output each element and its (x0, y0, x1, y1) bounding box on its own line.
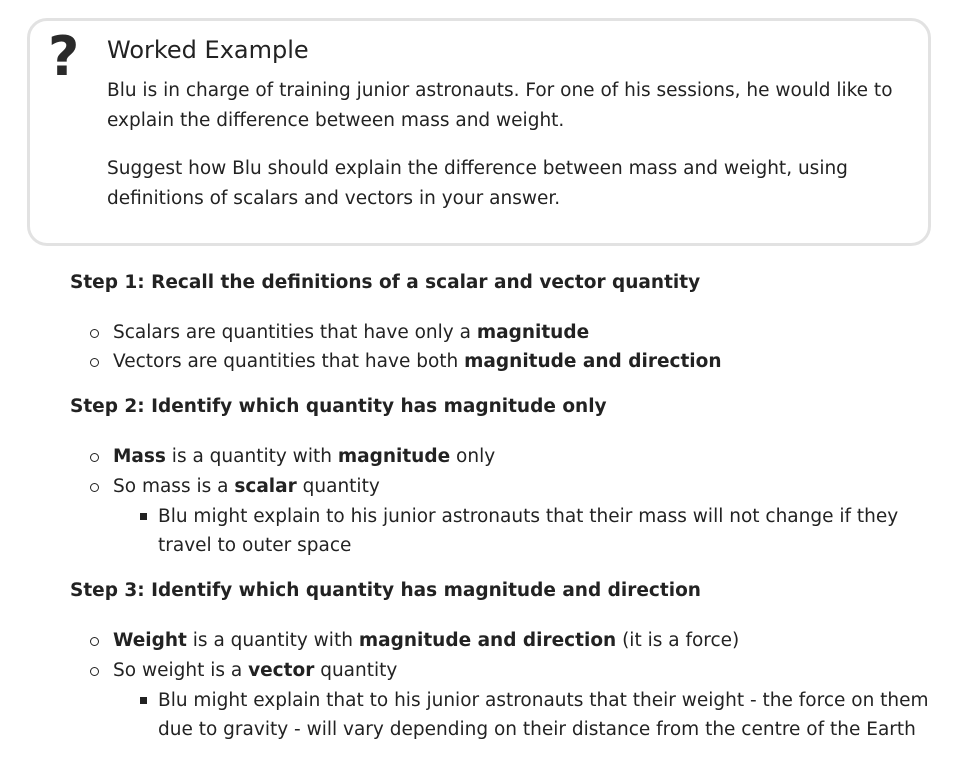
text: Vectors are quantities that have both (113, 351, 465, 372)
list-item (113, 347, 933, 376)
question-paragraph: Suggest how Blu should explain the difference between mass and weight, using definitions of scalars and vectors in your answer. (107, 158, 848, 209)
list-item (113, 442, 933, 471)
text: (it is a force) (616, 630, 740, 651)
list-item (113, 656, 933, 685)
bold-text: magnitude (476, 322, 590, 343)
text: quantity (314, 660, 398, 681)
step-heading: Step 1: Recall the definitions of a scalar and vector quantity (70, 272, 701, 293)
bold-text: magnitude (337, 446, 451, 467)
bold-text: magnitude and direction (358, 630, 617, 651)
list-item (113, 626, 933, 655)
text: is a quantity with (165, 446, 338, 467)
list-item (113, 318, 933, 347)
worked-example-title: Worked Example (107, 36, 309, 64)
question-paragraph: Blu is in charge of training junior astronauts. For one of his sessions, he would like to explain the difference between mass and weight. (107, 80, 893, 131)
text: Scalars are quantities that have only a (113, 322, 477, 343)
text: Blu might explain that to his junior astronauts that their weight - the force on them due to gravity - will vary depending on their distance from the centre of the Earth (158, 690, 929, 740)
text: Blu might explain to his junior astronauts that their mass will not change if they travel to outer space (158, 506, 899, 556)
sub-list-item (158, 502, 938, 560)
step-heading: Step 2: Identify which quantity has magnitude only (70, 396, 607, 417)
bold-text: scalar (234, 476, 297, 497)
text: So mass is a (113, 476, 235, 497)
bold-text: Weight (113, 630, 187, 651)
text: is a quantity with (186, 630, 359, 651)
bold-text: magnitude and direction (464, 351, 722, 372)
step-heading: Step 3: Identify which quantity has magnitude and direction (70, 580, 701, 601)
text: So weight is a (113, 660, 249, 681)
bold-text: Mass (113, 446, 166, 467)
text: quantity (296, 476, 380, 497)
list-item (113, 472, 933, 501)
sub-list-item (158, 686, 938, 744)
question-mark-icon: ? (48, 25, 80, 88)
bold-text: vector (248, 660, 315, 681)
text: only (450, 446, 496, 467)
